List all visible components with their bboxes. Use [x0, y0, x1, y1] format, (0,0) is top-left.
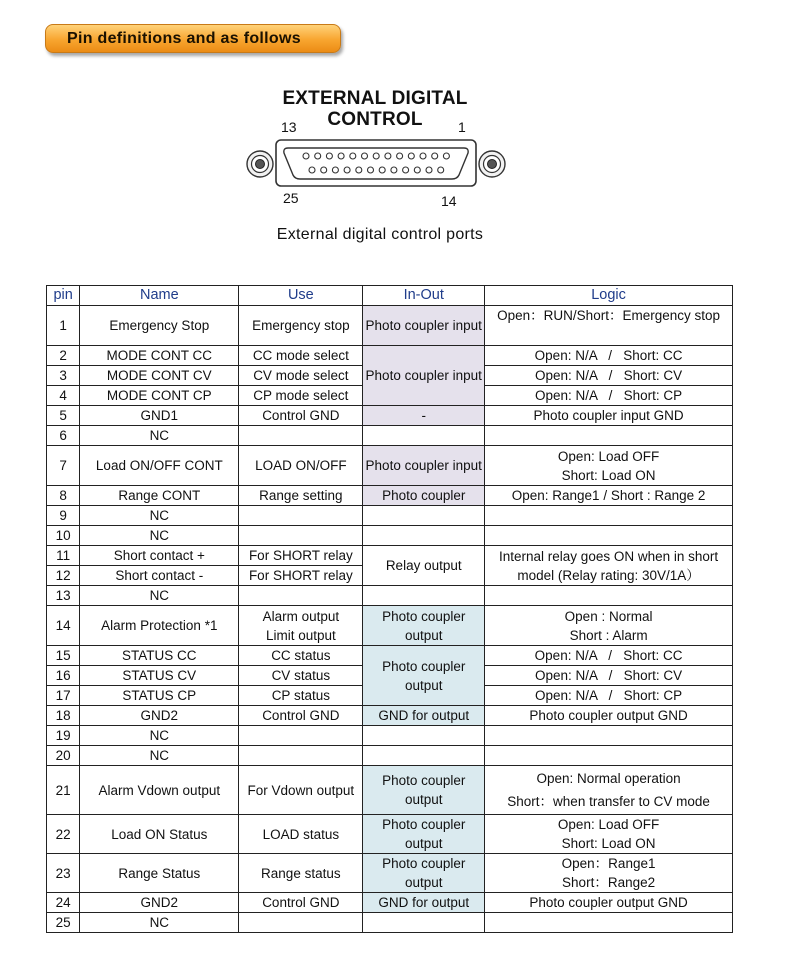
pin-use: Control GND [239, 893, 363, 913]
pin-logic: Open：RUN/Short：Emergency stop [485, 306, 733, 346]
pin-use: Emergency stop [239, 306, 363, 346]
pin-use: For SHORT relay [239, 566, 363, 586]
pin-logic: Open: N/A / Short: CC [485, 346, 733, 366]
pin-hole [414, 167, 420, 173]
pin-use [239, 726, 363, 746]
connector-title-line1: EXTERNAL DIGITAL [282, 88, 468, 109]
pin-hole [315, 153, 321, 159]
pin-number: 14 [47, 606, 80, 646]
pin-use [239, 526, 363, 546]
pin-use [239, 506, 363, 526]
pin-logic: Photo coupler output GND [485, 893, 733, 913]
header-logic: Logic [485, 286, 733, 306]
pin-name: STATUS CP [80, 686, 239, 706]
pin-name: STATUS CC [80, 646, 239, 666]
pin-number: 11 [47, 546, 80, 566]
pin-name: Alarm Protection *1 [80, 606, 239, 646]
pin-logic-line: Open : Normal [564, 608, 653, 624]
table-row [47, 306, 733, 346]
pin-logic-line: Open: Load OFF [557, 448, 660, 464]
pin-name: Emergency Stop [80, 306, 239, 346]
pin-use: Range setting [239, 486, 363, 506]
pin-name: MODE CONT CC [80, 346, 239, 366]
pin-hole [309, 167, 315, 173]
table-row [47, 854, 733, 893]
pin-use [239, 426, 363, 446]
pin-inout: Photo coupler output [363, 815, 485, 854]
pin-hole [397, 153, 403, 159]
pin-use [239, 913, 363, 933]
table-row [47, 506, 733, 526]
pin-hole [368, 167, 374, 173]
pin-logic [485, 606, 733, 646]
pin-number: 12 [47, 566, 80, 586]
pin-name: GND1 [80, 406, 239, 426]
pin-number: 17 [47, 686, 80, 706]
pin-use: Control GND [239, 406, 363, 426]
pin-inout [363, 746, 485, 766]
pin-hole [391, 167, 397, 173]
pin-inout [363, 586, 485, 606]
pin-use: CP status [239, 686, 363, 706]
pin-inout: Photo coupler input [363, 346, 485, 406]
pin-number: 9 [47, 506, 80, 526]
pin-logic-line: Open：Range1 [561, 856, 656, 871]
table-row [47, 746, 733, 766]
pin-hole [321, 167, 327, 173]
table-row [47, 486, 733, 506]
pin-name: Short contact - [80, 566, 239, 586]
pin-hole [338, 153, 344, 159]
pin-name: STATUS CV [80, 666, 239, 686]
pin-inout: Photo coupler output [363, 854, 485, 893]
pin-logic: Open: N/A / Short: CC [485, 646, 733, 666]
pin-logic-line: Short: Load ON [561, 836, 656, 851]
pin-hole [344, 167, 350, 173]
table-row [47, 913, 733, 933]
pin-definition-table [46, 285, 733, 933]
pin-logic [485, 913, 733, 933]
pin-name: Short contact + [80, 546, 239, 566]
header-use: Use [239, 286, 363, 306]
table-row [47, 526, 733, 546]
pin-logic [485, 746, 733, 766]
table-row [47, 893, 733, 913]
pin-number: 16 [47, 666, 80, 686]
pin-logic-line: Short：when transfer to CV mode [507, 794, 710, 809]
section-header: Pin definitions and as follows [45, 24, 341, 53]
pin-use: For Vdown output [239, 766, 363, 815]
pin-number: 22 [47, 815, 80, 854]
pin-use: Control GND [239, 706, 363, 726]
pin-number: 13 [47, 586, 80, 606]
pin-name: NC [80, 726, 239, 746]
table-row [47, 766, 733, 815]
pin-number: 19 [47, 726, 80, 746]
pin-logic: Photo coupler output GND [485, 706, 733, 726]
pin-inout: GND for output [363, 893, 485, 913]
pin-logic [485, 526, 733, 546]
pin-use-line: Alarm output [262, 608, 340, 624]
pin-inout [363, 426, 485, 446]
pin-label-13: 13 [281, 119, 297, 135]
pin-number: 8 [47, 486, 80, 506]
table-row [47, 815, 733, 854]
pin-logic-line: model (Relay rating: 30V/1A） [517, 567, 700, 583]
pin-logic [485, 426, 733, 446]
pin-use: CV status [239, 666, 363, 686]
pin-hole [403, 167, 409, 173]
pin-name: NC [80, 586, 239, 606]
pin-hole [443, 153, 449, 159]
pin-logic [485, 446, 733, 486]
right-screw-icon [479, 151, 505, 177]
pin-logic-line: Open: Normal operation [536, 771, 681, 786]
pin-inout [363, 526, 485, 546]
pin-inout: Photo coupler output [363, 646, 485, 706]
pin-number: 23 [47, 854, 80, 893]
table-row [47, 546, 733, 566]
pin-use [239, 746, 363, 766]
pin-label-25: 25 [283, 190, 299, 206]
pin-logic-line: Short: Load ON [561, 467, 656, 483]
connector-title-line2: CONTROL [327, 109, 423, 130]
pin-hole [438, 167, 444, 173]
pin-use: LOAD ON/OFF [239, 446, 363, 486]
pin-name: NC [80, 526, 239, 546]
pin-name: MODE CONT CP [80, 386, 239, 406]
table-header-row [47, 286, 733, 306]
pin-use-line: Limit output [265, 627, 336, 643]
pin-number: 21 [47, 766, 80, 815]
pin-inout: GND for output [363, 706, 485, 726]
pin-logic [485, 726, 733, 746]
pin-logic [485, 506, 733, 526]
pin-number: 5 [47, 406, 80, 426]
pin-inout [363, 726, 485, 746]
pin-label-14: 14 [441, 193, 457, 209]
pin-number: 4 [47, 386, 80, 406]
pin-number: 1 [47, 306, 80, 346]
pin-name: Range CONT [80, 486, 239, 506]
pin-logic: Open: N/A / Short: CP [485, 686, 733, 706]
pin-name: GND2 [80, 893, 239, 913]
pin-logic [485, 766, 733, 815]
pin-logic: Open: Range1 / Short : Range 2 [485, 486, 733, 506]
pin-number: 15 [47, 646, 80, 666]
table-row [47, 446, 733, 486]
header-name: Name [80, 286, 239, 306]
pin-hole [362, 153, 368, 159]
pin-inout: - [363, 406, 485, 426]
pin-use: CP mode select [239, 386, 363, 406]
pin-use: CV mode select [239, 366, 363, 386]
pin-name: Load ON/OFF CONT [80, 446, 239, 486]
pin-logic [485, 815, 733, 854]
pin-inout [363, 913, 485, 933]
pin-name: GND2 [80, 706, 239, 726]
pin-inout: Photo coupler input [363, 446, 485, 486]
header-pin: pin [47, 286, 80, 306]
pin-hole [326, 153, 332, 159]
pin-logic [485, 586, 733, 606]
pin-name: Alarm Vdown output [80, 766, 239, 815]
pin-name: NC [80, 506, 239, 526]
pin-logic-line: Short : Alarm [569, 627, 648, 643]
pin-hole [379, 167, 385, 173]
pin-inout [363, 506, 485, 526]
pin-inout: Relay output [363, 546, 485, 586]
pin-use: LOAD status [239, 815, 363, 854]
pin-hole [408, 153, 414, 159]
connector-caption: External digital control ports [276, 226, 484, 243]
table-row [47, 426, 733, 446]
pin-logic: Open: N/A / Short: CV [485, 666, 733, 686]
pin-logic-line: Internal relay goes ON when in short [499, 548, 719, 564]
pin-logic: Photo coupler input GND [485, 406, 733, 426]
pin-label-1: 1 [458, 119, 466, 135]
pin-inout: Photo coupler [363, 486, 485, 506]
table-row [47, 726, 733, 746]
pin-name: NC [80, 426, 239, 446]
pin-number: 25 [47, 913, 80, 933]
pin-logic [485, 546, 733, 586]
pin-number: 18 [47, 706, 80, 726]
pin-hole [385, 153, 391, 159]
table-row [47, 606, 733, 646]
connector-title [230, 88, 520, 130]
pin-number: 10 [47, 526, 80, 546]
table-row [47, 646, 733, 666]
pin-name: MODE CONT CV [80, 366, 239, 386]
pin-use: For SHORT relay [239, 546, 363, 566]
left-screw-icon [247, 151, 273, 177]
db25-connector-diagram [240, 138, 512, 190]
pin-logic-line: Open: Load OFF [557, 817, 660, 832]
pin-logic [485, 854, 733, 893]
table-row [47, 586, 733, 606]
pin-number: 7 [47, 446, 80, 486]
pin-hole [332, 167, 338, 173]
header-inout: In-Out [363, 286, 485, 306]
pin-use [239, 606, 363, 646]
pin-number: 6 [47, 426, 80, 446]
pin-logic-line: Short：Range2 [562, 875, 656, 890]
pin-number: 20 [47, 746, 80, 766]
pin-use: CC status [239, 646, 363, 666]
table-row [47, 706, 733, 726]
pin-hole [350, 153, 356, 159]
pin-hole [303, 153, 309, 159]
pin-hole [432, 153, 438, 159]
pin-hole [373, 153, 379, 159]
pin-inout: Photo coupler output [363, 606, 485, 646]
pin-inout: Photo coupler input [363, 306, 485, 346]
table-row [47, 406, 733, 426]
pin-use: Range status [239, 854, 363, 893]
pin-name: NC [80, 746, 239, 766]
pin-name: Load ON Status [80, 815, 239, 854]
pin-hole [420, 153, 426, 159]
pin-number: 24 [47, 893, 80, 913]
pin-number: 3 [47, 366, 80, 386]
pin-name: NC [80, 913, 239, 933]
pin-name: Range Status [80, 854, 239, 893]
pin-inout: Photo coupler output [363, 766, 485, 815]
pin-use [239, 586, 363, 606]
pin-use: CC mode select [239, 346, 363, 366]
pin-logic: Open: N/A / Short: CP [485, 386, 733, 406]
pin-hole [356, 167, 362, 173]
pin-logic: Open: N/A / Short: CV [485, 366, 733, 386]
pin-number: 2 [47, 346, 80, 366]
pin-hole [426, 167, 432, 173]
table-row [47, 346, 733, 366]
